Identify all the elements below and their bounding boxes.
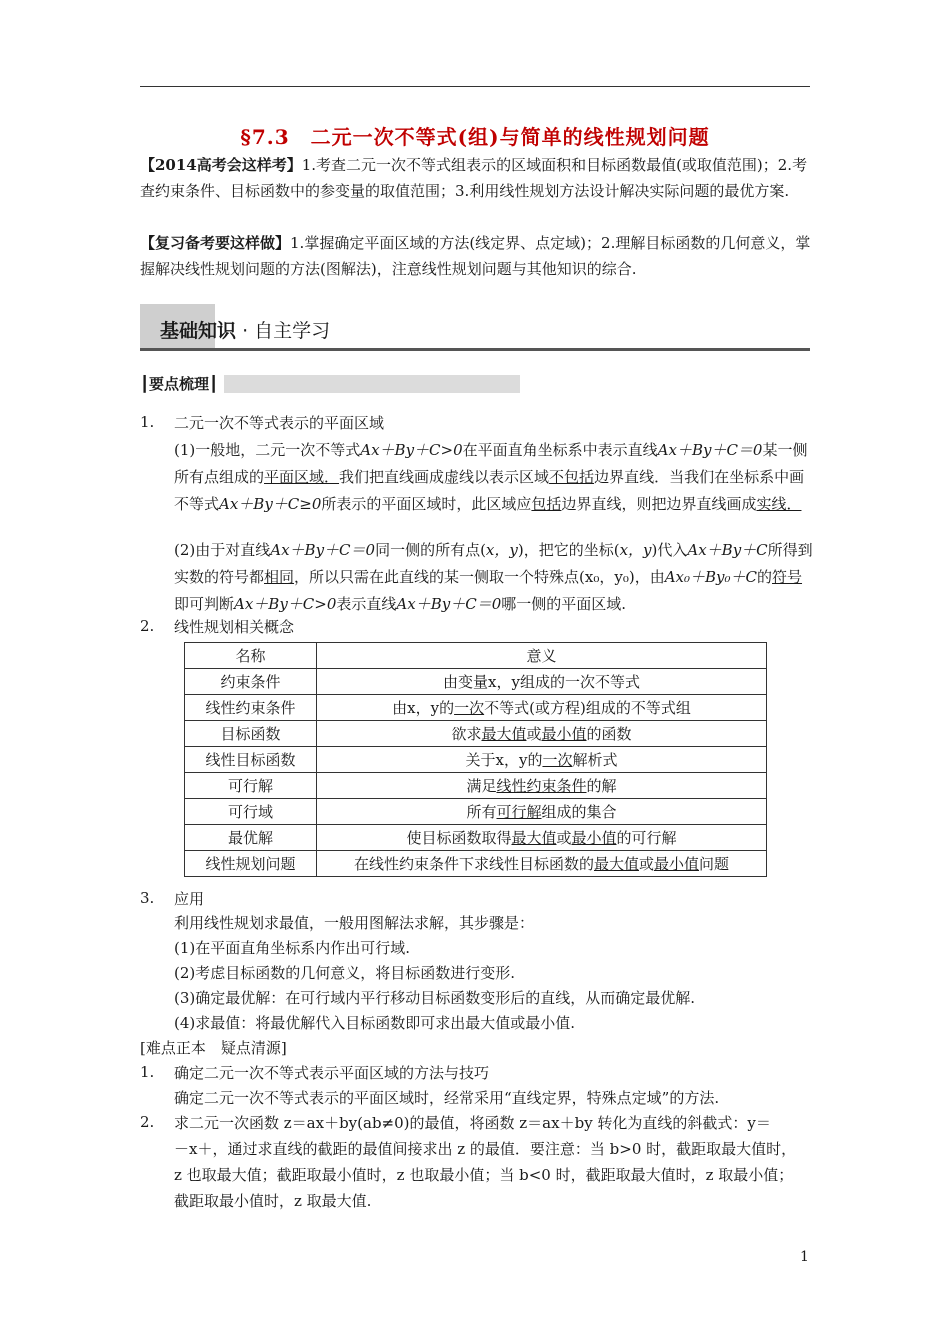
kaofa-paragraph xyxy=(140,152,812,204)
table-row xyxy=(185,747,767,773)
item1-heading: 二元一次不等式表示的平面区域 xyxy=(174,414,385,432)
math-expr: Ax＋By＋C＝0 xyxy=(657,441,763,459)
text: 所表示的平面区域时，此区域应 xyxy=(321,495,532,513)
nandian-1-number: 1. xyxy=(140,1063,155,1081)
concept-meaning-cell xyxy=(317,747,767,773)
text: 哪一侧的平面区域. xyxy=(501,595,627,613)
math-expr: Ax＋By＋C≥0 xyxy=(219,495,322,513)
item1-paragraph1 xyxy=(174,437,814,518)
answer-blank: 符号 xyxy=(772,568,803,586)
beikao-paragraph xyxy=(140,230,812,282)
nandian-2-line: 截距取最小值时，z 取最大值. xyxy=(174,1192,372,1210)
meaning-text: 解析式 xyxy=(572,751,618,769)
meaning-text: 的可行解 xyxy=(616,829,677,847)
kaofa-label: 【2014高考会这样考】 xyxy=(140,156,302,174)
meaning-text: 所有 xyxy=(466,803,497,821)
item3-line: 利用线性规划求最值，一般用图解法求解，其步骤是： xyxy=(174,914,535,932)
text: (2)由于对直线 xyxy=(174,541,271,559)
meaning-text: 问题 xyxy=(699,855,730,873)
math-expr: x，y xyxy=(485,541,518,559)
text: 边界直线．当我们在坐标系中画不等式 xyxy=(174,468,805,513)
text: 所得到实数的符号都 xyxy=(174,541,813,586)
concept-name-cell: 目标函数 xyxy=(185,721,317,747)
item3-line: (1)在平面直角坐标系内作出可行域. xyxy=(174,939,411,957)
concept-meaning-cell xyxy=(317,721,767,747)
answer-blank: 最小值 xyxy=(541,725,587,743)
section-sub: 自主学习 xyxy=(254,320,331,342)
item3-line: (3)确定最优解：在可行域内平行移动目标函数变形后的直线，从而确定最优解. xyxy=(174,989,696,1007)
math-expr: Ax＋By＋C>0 xyxy=(234,595,337,613)
concept-table xyxy=(184,642,767,877)
item1-number: 1. xyxy=(140,413,155,431)
concept-meaning-cell xyxy=(317,851,767,877)
nandian-1-heading: 确定二元一次不等式表示平面区域的方法与技巧 xyxy=(174,1064,490,1082)
table-row xyxy=(185,669,767,695)
section-dot: · xyxy=(242,320,249,342)
meaning-text: 的解 xyxy=(586,777,617,795)
text: (1)一般地，二元一次不等式 xyxy=(174,441,361,459)
math-expr: x，y xyxy=(619,541,652,559)
text: 我们把直线画成虚线以表示区域 xyxy=(339,468,550,486)
answer-blank: 一次 xyxy=(454,699,485,717)
text: 某一侧所有点组成的 xyxy=(174,441,808,486)
item1-paragraph2 xyxy=(174,537,814,618)
concept-name-cell: 最优解 xyxy=(185,825,317,851)
math-expr: Ax＋By＋C>0 xyxy=(360,441,463,459)
concept-name-cell: 线性规划问题 xyxy=(185,851,317,877)
beikao-label: 【复习备考要这样做】 xyxy=(140,234,291,252)
concept-meaning-cell xyxy=(317,799,767,825)
table-row xyxy=(185,773,767,799)
answer-blank: 相同 xyxy=(264,568,295,586)
answer-blank: 一次 xyxy=(542,751,573,769)
table-row xyxy=(185,825,767,851)
item2-heading: 线性规划相关概念 xyxy=(174,618,295,636)
meaning-text: 的函数 xyxy=(586,725,632,743)
item2-number: 2. xyxy=(140,617,155,635)
math-expr: Ax₀＋By₀＋C xyxy=(664,568,757,586)
concept-meaning-cell xyxy=(317,695,767,721)
section-heading xyxy=(160,316,330,343)
item3-heading: 应用 xyxy=(174,890,205,908)
meaning-text: 不等式(或方程)组成的不等式组 xyxy=(484,699,691,717)
math-expr: Ax＋By＋C xyxy=(687,541,768,559)
meaning-text: 或 xyxy=(638,855,654,873)
concept-name-cell: 约束条件 xyxy=(185,669,317,695)
item3-line: (2)考虑目标函数的几何意义，将目标函数进行变形. xyxy=(174,964,516,982)
meaning-text: 由变量x，y组成的一次不等式 xyxy=(443,673,640,691)
beikao-text: 1.掌握确定平面区域的方法(线定界、点定域)；2.理解目标函数的几何意义，掌握解决线性规划问题的方法(图解法)，注意线性规划问题与其他知识的综合. xyxy=(140,234,811,278)
table-row xyxy=(185,799,767,825)
meaning-text: 在线性约束条件下求线性目标函数的 xyxy=(353,855,594,873)
answer-blank: 最大值 xyxy=(593,855,639,873)
text: 同一侧的所有点( xyxy=(375,541,486,559)
text: 即可判断 xyxy=(174,595,235,613)
text: 表示直线 xyxy=(336,595,397,613)
concept-meaning-cell xyxy=(317,669,767,695)
section-header xyxy=(140,304,810,351)
meaning-text: 由x，y的 xyxy=(392,699,455,717)
meaning-text: 使目标函数取得 xyxy=(406,829,512,847)
answer-blank: 最小值 xyxy=(571,829,617,847)
table-header-row xyxy=(185,643,767,669)
nandian-1-text: 确定二元一次不等式表示的平面区域时，经常采用“直线定界，特殊点定域”的方法. xyxy=(174,1089,720,1107)
concept-name-cell: 线性目标函数 xyxy=(185,747,317,773)
concept-name-cell: 可行域 xyxy=(185,799,317,825)
page-number: 1 xyxy=(800,1249,809,1265)
concept-meaning-cell xyxy=(317,825,767,851)
text: 在平面直角坐标系中表示直线 xyxy=(462,441,658,459)
meaning-text: 或 xyxy=(556,829,572,847)
concept-name-cell: 可行解 xyxy=(185,773,317,799)
text: ，所以只需在此直线的某一侧取一个特殊点(x₀，y₀)，由 xyxy=(294,568,665,586)
nandian-2-line: z 也取最大值；截距取最小值时，z 也取最小值；当 b<0 时，截距取最大值时，z 取最小值； xyxy=(174,1166,794,1184)
item3-line: (4)求最值：将最优解代入目标函数即可求出最大值或最小值. xyxy=(174,1014,576,1032)
answer-blank: 不包括 xyxy=(549,468,595,486)
table-row xyxy=(185,851,767,877)
nandian-2-line: －x＋，通过求直线的截距的最值间接求出 z 的最值．要注意：当 b>0 时，截距取最大值时， xyxy=(174,1140,797,1158)
header-rule xyxy=(140,86,810,87)
text: )，把它的坐标( xyxy=(517,541,620,559)
header-cell-meaning: 意义 xyxy=(317,643,767,669)
table-row xyxy=(185,721,767,747)
meaning-text: 欲求 xyxy=(451,725,482,743)
text: )代入 xyxy=(651,541,688,559)
page-title: §7.3 二元一次不等式(组)与简单的线性规划问题 xyxy=(240,125,710,149)
table-row xyxy=(185,695,767,721)
nandian-label: [难点正本 疑点清源] xyxy=(140,1039,287,1057)
kaofa-text: 1.考查二元一次不等式组表示的区域面积和目标函数最值(或取值范围)；2.考查约束条件、目标函数中的参变量的取值范围；3.利用线性规划方法设计解决实际问题的最优方案. xyxy=(140,156,808,200)
item3-number: 3. xyxy=(140,889,155,907)
meaning-text: 或 xyxy=(526,725,542,743)
answer-blank: 最小值 xyxy=(654,855,700,873)
header-cell-name: 名称 xyxy=(185,643,317,669)
answer-blank: 实线． xyxy=(756,495,802,513)
answer-blank: 可行解 xyxy=(496,803,542,821)
section-main: 基础知识 xyxy=(160,320,237,342)
concept-meaning-cell xyxy=(317,773,767,799)
meaning-text: 关于x，y的 xyxy=(465,751,543,769)
answer-blank: 最大值 xyxy=(511,829,557,847)
answer-blank: 最大值 xyxy=(481,725,527,743)
text: 边界直线，则把边界直线画成 xyxy=(561,495,757,513)
meaning-text: 满足 xyxy=(466,777,497,795)
text: 的 xyxy=(757,568,773,586)
concept-name-cell: 线性约束条件 xyxy=(185,695,317,721)
answer-blank: 平面区域． xyxy=(264,468,340,486)
math-expr: Ax＋By＋C＝0 xyxy=(270,541,376,559)
meaning-text: 组成的集合 xyxy=(541,803,617,821)
math-expr: Ax＋By＋C＝0 xyxy=(396,595,502,613)
answer-blank: 包括 xyxy=(531,495,562,513)
answer-blank: 线性约束条件 xyxy=(496,777,587,795)
subsection-heading: ┃要点梳理┃ xyxy=(140,373,224,394)
nandian-2-number: 2. xyxy=(140,1113,155,1131)
nandian-2-line: 求二元一次函数 z＝ax＋by(ab≠0)的最值，将函数 z＝ax＋by 转化为直线的斜截式：y＝ xyxy=(174,1114,771,1132)
